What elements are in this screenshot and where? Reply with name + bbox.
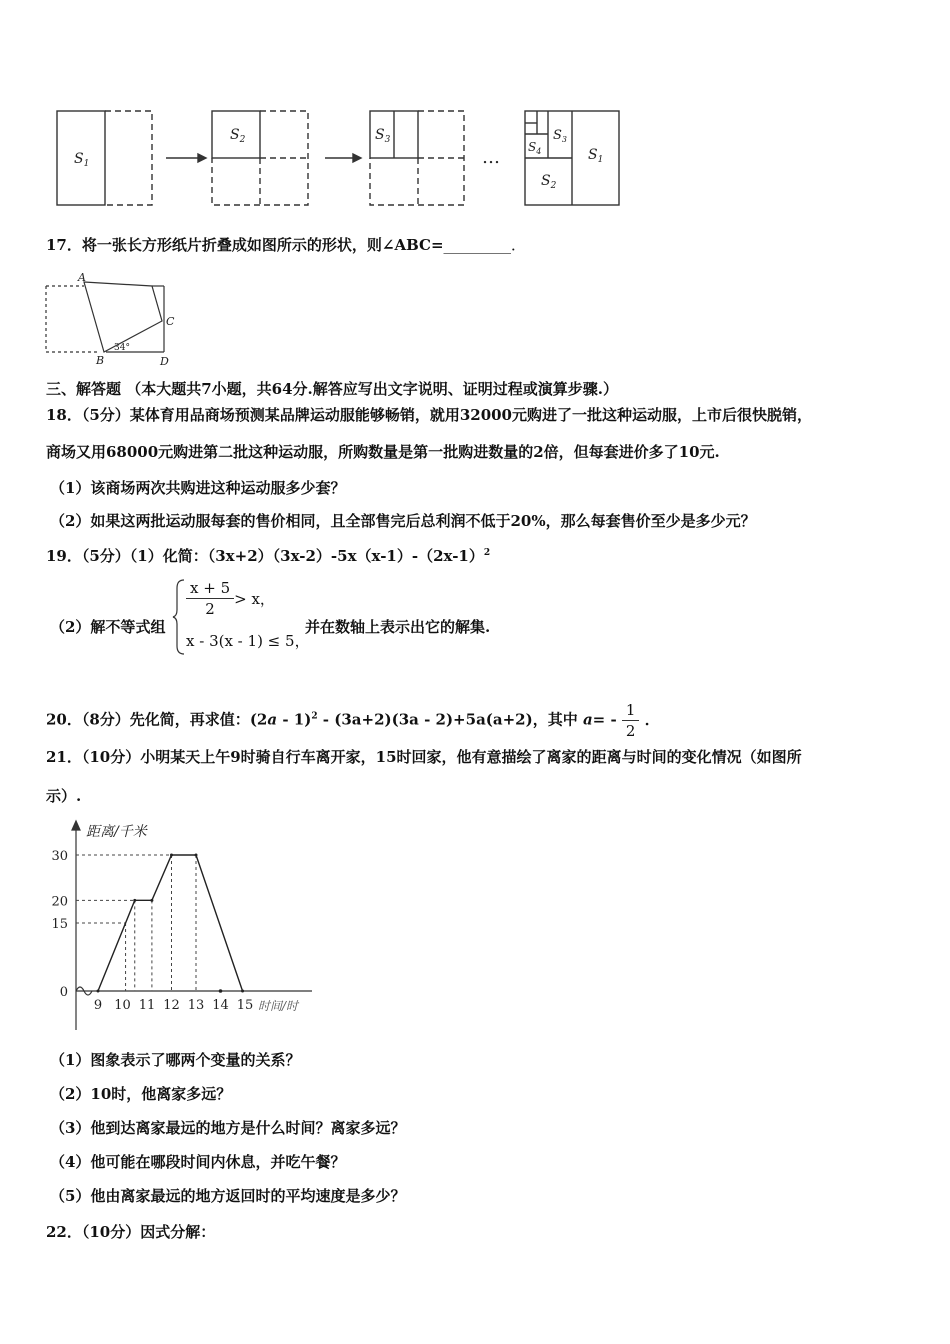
x-tick-label: 14 [212, 998, 229, 1013]
section3-heading: 三、解答题 （本大题共7小题，共64分.解答应写出文字说明、证明过程或演算步骤.） [46, 380, 618, 398]
q21-line2: 示）. [46, 787, 82, 805]
x-tick-label: 9 [93, 998, 103, 1013]
svg-text:D: D [160, 355, 169, 368]
y-tick-label: 15 [51, 917, 68, 932]
q19-inequality-2: x - 3(x - 1) ≤ 5， [186, 632, 310, 650]
x-tick-label: 15 [236, 998, 254, 1013]
x-tick-dot [219, 989, 223, 993]
data-point [133, 899, 136, 902]
q18-sub2: （2）如果这两批运动服每套的售价相同，且全部售完后总利润不低于20%，那么每套售价至少是多少元？ [50, 512, 756, 530]
data-point [150, 899, 153, 902]
x-tick-label: 13 [187, 998, 205, 1013]
svg-text:A: A [78, 271, 86, 284]
q18-line2: 商场又用68000元购进第二批这种运动服，所购数量是第一批购进数量的2倍，但每套进价多了10元. [46, 443, 720, 461]
q19-inequality-1: $\frac{x + 5}{2}$ > x， [186, 578, 275, 619]
svg-text:S1: $S_1$ [588, 147, 604, 165]
x-tick-label: 10 [114, 998, 131, 1013]
q21-sub3: （3）他到达离家最远的地方是什么时间？离家多远？ [50, 1119, 406, 1137]
svg-text:S4: $S_4$ [528, 140, 542, 156]
q19-sub2-suffix: 并在数轴上表示出它的解集. [305, 618, 491, 636]
y-tick-label: 20 [51, 894, 68, 910]
fold-figure [40, 270, 190, 370]
system-brace [172, 578, 186, 656]
x-tick-label: 12 [163, 998, 180, 1013]
q19-line1: 19．（5分）（1）化简：$(3x+2)(3x-2)-5x(x-1)-(2x-1)^2$ [46, 547, 491, 565]
q21-line1: 21．（10分）小明某天上午9时骑自行车离开家，15时回家，他有意描绘了离家的距离与时间的变化情况（如图所 [46, 748, 802, 766]
y-tick-label: 30 [51, 849, 68, 864]
q19-sub2-prefix: （2）解不等式组 [50, 618, 166, 636]
distance-time-chart [40, 818, 330, 1033]
squares-figure [50, 105, 630, 213]
q21-sub2: （2）10时，他离家多远？ [50, 1085, 232, 1103]
svg-text:S1: $S_1$ [74, 151, 90, 169]
svg-text:S3: $S_3$ [553, 128, 567, 144]
svg-text:C: C [166, 315, 175, 328]
q21-sub4: （4）他可能在哪段时间内休息，并吃午餐？ [50, 1153, 346, 1171]
q21-sub1: （1）图象表示了哪两个变量的关系？ [50, 1051, 301, 1069]
y-axis-label: 距离/千米 [86, 824, 147, 840]
y-tick-label: 0 [59, 985, 68, 1000]
q20-text: 20．（8分）先化简，再求值：(2a - 1)$^2$ - (3a+2)(3a - 2)+5a(a+2)，其中 a= - $\frac{1}{2}$ ． [46, 701, 660, 740]
svg-text:…: … [482, 147, 500, 168]
data-point [241, 990, 244, 993]
data-point [97, 990, 100, 993]
x-tick-label: 11 [138, 998, 156, 1013]
q22-text: 22．（10分）因式分解： [46, 1223, 216, 1241]
svg-text:S2: $S_2$ [230, 127, 246, 145]
q21-sub5: （5）他由离家最远的地方返回时的平均速度是多少？ [50, 1187, 406, 1205]
q18-line1: 18．（5分）某体育用品商场预测某品牌运动服能够畅销，就用32000元购进了一批这种运动服，上市后很快脱销， [46, 406, 813, 424]
svg-text:S2: $S_2$ [541, 173, 557, 191]
q17-answer-blank[interactable]: _________ [443, 236, 512, 254]
data-point [170, 854, 173, 857]
svg-text:S3: $S_3$ [375, 127, 391, 145]
svg-text:B: B [96, 354, 105, 367]
x-axis-label: 时间/时 [258, 999, 299, 1013]
q18-sub1: （1）该商场两次共购进这种运动服多少套？ [50, 479, 346, 497]
svg-text:34°: 34° [114, 343, 130, 353]
data-point [195, 854, 198, 857]
q17-text: 17．将一张长方形纸片折叠成如图所示的形状，则∠ABC=_________． [46, 236, 527, 254]
